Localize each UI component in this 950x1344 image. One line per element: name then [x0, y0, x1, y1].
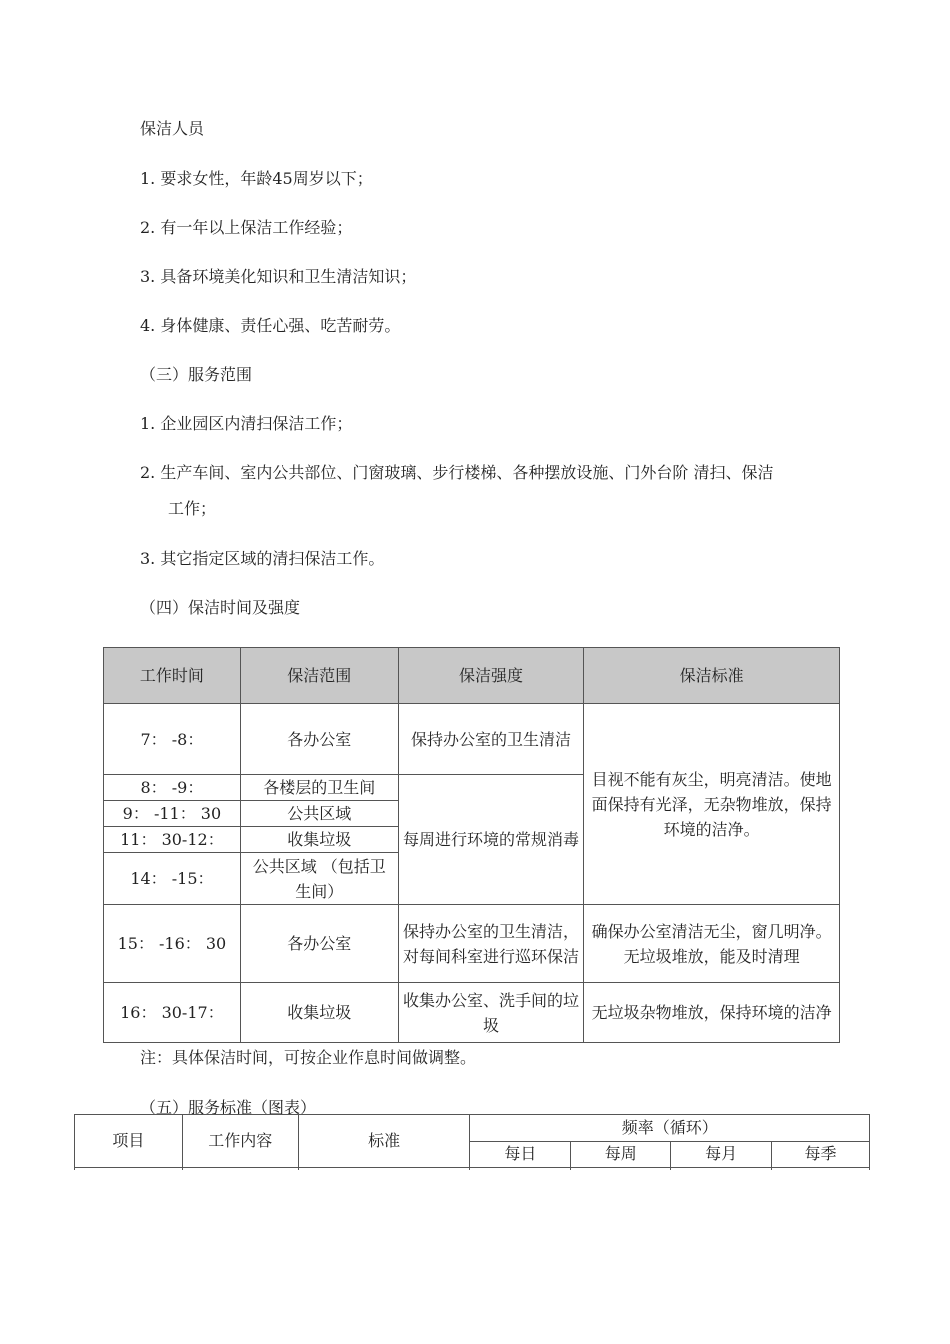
paragraph: 3. 具备环境美化知识和卫生清洁知识；: [140, 267, 417, 286]
paragraph: 保洁人员: [140, 119, 205, 138]
paragraph: 1. 企业园区内清扫保洁工作；: [140, 414, 353, 433]
table-cell: 收集垃圾: [240, 983, 398, 1043]
table-cell: 公共区域 （包括卫生间）: [240, 853, 398, 905]
table-cell: 11： 30-12：: [104, 827, 241, 853]
table-cell: [75, 1168, 183, 1171]
table-note: 注：具体保洁时间，可按企业作息时间做调整。: [140, 1048, 477, 1067]
table-cell: 保持办公室的卫生清洁，对每间科室进行巡环保洁: [398, 905, 584, 983]
standards-table: [74, 1114, 870, 1170]
header-cell: 工作内容: [182, 1115, 298, 1168]
table-cell: [182, 1168, 298, 1171]
table-header-row: [75, 1115, 870, 1142]
table-cell: 公共区域: [240, 801, 398, 827]
section-heading: （四）保洁时间及强度: [140, 598, 301, 617]
header-cell: 每日: [470, 1141, 571, 1168]
header-cell: 标准: [298, 1115, 470, 1168]
table-cell: 收集垃圾: [240, 827, 398, 853]
table-cell: [571, 1168, 671, 1171]
paragraph: 1. 要求女性，年龄45周岁以下；: [140, 169, 373, 188]
table-cell: 目视不能有灰尘，明亮清洁。使地面保持有光泽，无杂物堆放，保持环境的洁净。: [584, 704, 840, 905]
table-row: [104, 905, 840, 983]
table-header-row: [104, 648, 840, 704]
table-cell: 7： -8：: [104, 704, 241, 775]
table-cell: 每周进行环境的常规消毒: [398, 775, 584, 905]
paragraph: 2. 生产车间、室内公共部位、门窗玻璃、步行楼梯、各种摆放设施、门外台阶 清扫、保洁: [140, 463, 774, 482]
table-cell: [671, 1168, 772, 1171]
table-cell: 收集办公室、洗手间的垃圾: [398, 983, 584, 1043]
table-cell: 无垃圾杂物堆放，保持环境的洁净: [584, 983, 840, 1043]
paragraph: 4. 身体健康、责任心强、吃苦耐劳。: [140, 316, 401, 335]
table-cell: 确保办公室清洁无尘，窗几明净。无垃圾堆放，能及时清理: [584, 905, 840, 983]
table-cell: 各办公室: [240, 905, 398, 983]
table-cell: 各办公室: [240, 704, 398, 775]
header-cell: 频率（循环）: [470, 1115, 870, 1142]
header-cell: 项目: [75, 1115, 183, 1168]
header-cell: 保洁标准: [584, 648, 840, 704]
header-cell: 每季: [772, 1141, 870, 1168]
table-cell: [470, 1168, 571, 1171]
table-cell: 9： -11： 30: [104, 801, 241, 827]
section-heading: （三）服务范围: [140, 365, 253, 384]
table-cell: [772, 1168, 870, 1171]
schedule-table: [103, 647, 840, 1043]
table-cell: 各楼层的卫生间: [240, 775, 398, 801]
table-row: [104, 704, 840, 775]
table-cell: 15： -16： 30: [104, 905, 241, 983]
paragraph: 2. 有一年以上保洁工作经验；: [140, 218, 353, 237]
standards-table-clip: [0, 1114, 950, 1170]
header-cell: 工作时间: [104, 648, 241, 704]
paragraph: 3. 其它指定区域的清扫保洁工作。: [140, 549, 385, 568]
paragraph-continuation: 工作；: [168, 499, 217, 518]
header-cell: 保洁范围: [240, 648, 398, 704]
table-row: [75, 1168, 870, 1171]
table-cell: 16： 30-17：: [104, 983, 241, 1043]
header-cell: 保洁强度: [398, 648, 584, 704]
table-cell: 保持办公室的卫生清洁: [398, 704, 584, 775]
section-heading: （五）服务标准（图表）: [140, 1098, 317, 1117]
table-row: [104, 983, 840, 1043]
table-cell: [298, 1168, 470, 1171]
table-cell: 8： -9：: [104, 775, 241, 801]
header-cell: 每月: [671, 1141, 772, 1168]
table-cell: 14： -15：: [104, 853, 241, 905]
header-cell: 每周: [571, 1141, 671, 1168]
